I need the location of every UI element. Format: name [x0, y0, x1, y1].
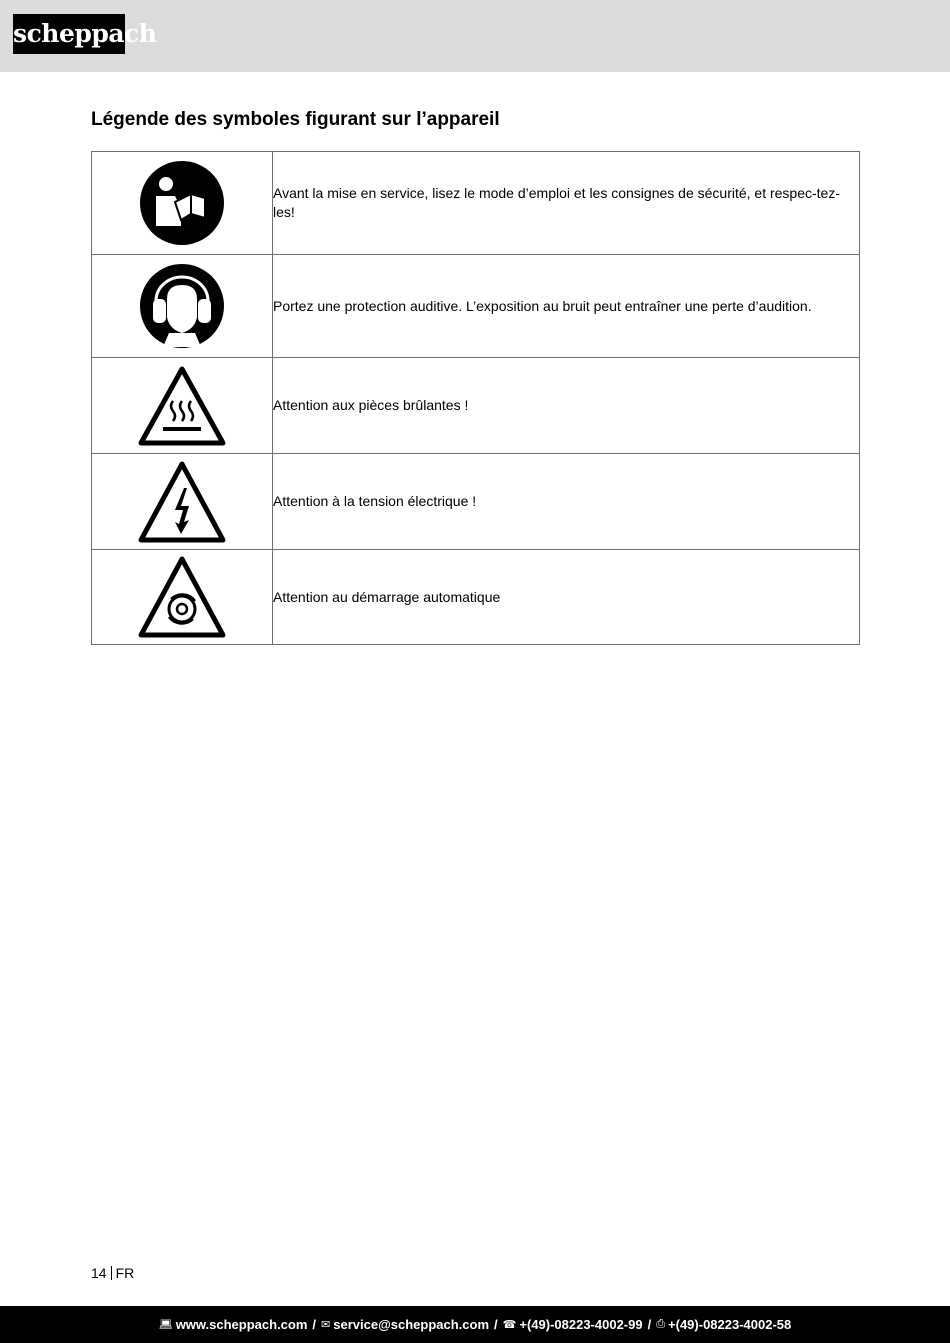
symbol-description: Avant la mise en service, lisez le mode d’emploi et les consignes de sécurité, et respec-tez-les!: [273, 152, 860, 255]
table-row: [92, 358, 860, 454]
symbol-description: Attention à la tension électrique !: [273, 454, 860, 550]
footer-fax: +(49)-08223-4002-58: [668, 1317, 792, 1332]
automatic-start-warning-icon: [137, 555, 227, 639]
footer-website[interactable]: www.scheppach.com: [175, 1317, 308, 1332]
hot-surface-warning-icon: [137, 365, 227, 447]
symbol-description: Portez une protection auditive. L’exposition au bruit peut entraîner une perte d’audition.: [273, 255, 860, 358]
computer-icon: 💻︎: [158, 1319, 173, 1331]
symbol-cell: [92, 255, 273, 358]
section-title: Légende des symboles figurant sur l’appareil: [91, 109, 500, 130]
table-row: [92, 152, 860, 255]
table-row: [92, 550, 860, 645]
footer-email[interactable]: service@scheppach.com: [333, 1317, 490, 1332]
footer-phone: +(49)-08223-4002-99: [519, 1317, 643, 1332]
scheppach-logo: scheppach: [13, 14, 125, 54]
symbol-cell: [92, 550, 273, 645]
page-language: FR: [115, 1265, 135, 1281]
fax-icon: ⎙: [656, 1318, 666, 1330]
read-manual-icon: [139, 160, 225, 246]
page-number-divider: [111, 1266, 112, 1280]
footer-separator: /: [494, 1317, 498, 1332]
symbol-description: Attention aux pièces brûlantes !: [273, 358, 860, 454]
symbol-legend-table: [91, 151, 860, 645]
symbol-cell: [92, 358, 273, 454]
symbol-cell: [92, 454, 273, 550]
page-number-value: 14: [91, 1265, 107, 1281]
table-row: [92, 454, 860, 550]
page-number: [91, 1265, 134, 1281]
symbol-cell: [92, 152, 273, 255]
header-band: [0, 0, 950, 72]
ear-protection-icon: [139, 263, 225, 349]
electric-voltage-warning-icon: [137, 460, 227, 544]
footer-separator: /: [647, 1317, 652, 1332]
footer-separator: /: [312, 1317, 317, 1332]
table-row: [92, 255, 860, 358]
phone-icon: ☎︎: [502, 1319, 517, 1331]
email-icon: ✉︎: [321, 1319, 331, 1331]
footer-band: [0, 1306, 950, 1343]
symbol-description: Attention au démarrage automatique: [273, 550, 860, 645]
